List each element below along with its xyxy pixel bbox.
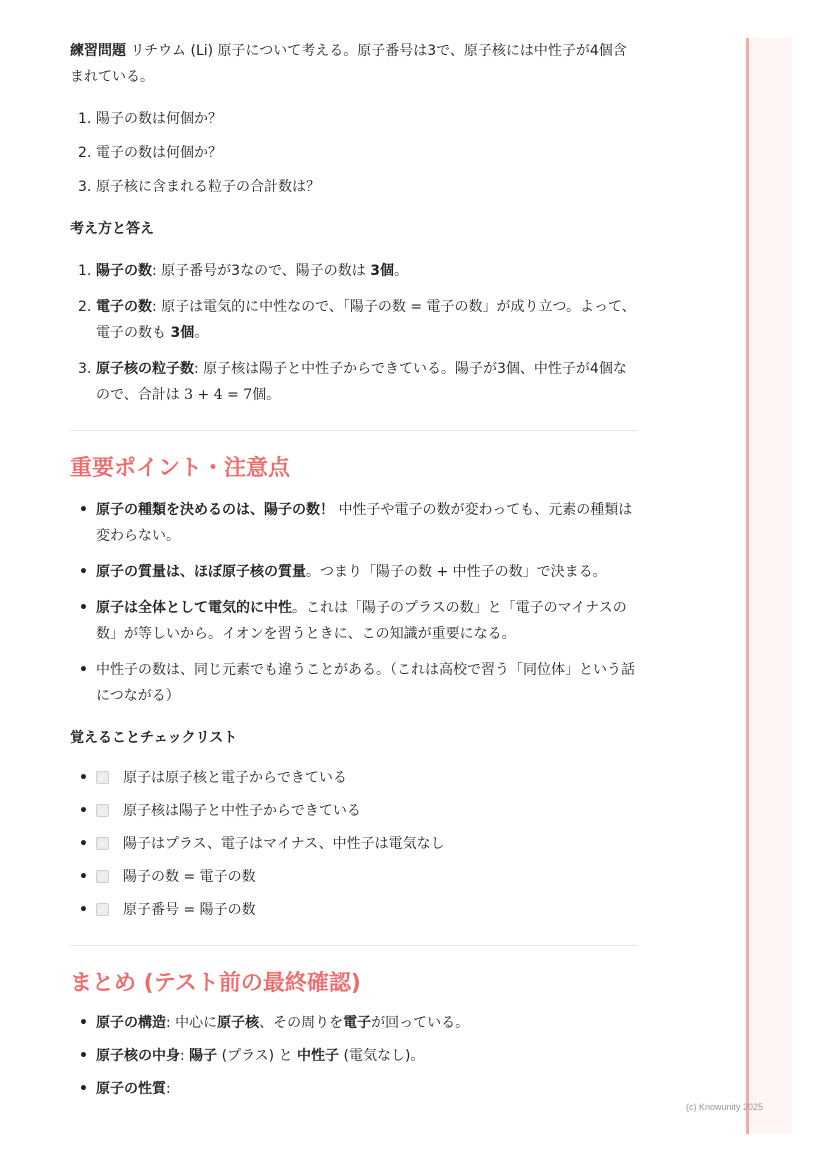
summary-item: [70, 1076, 638, 1102]
answer-list: [70, 258, 638, 408]
question-text: 陽子の数は何個か？: [96, 111, 222, 127]
question-item: 2. 電子の数は何個か？: [78, 145, 222, 161]
exercise-text: リチウム (Li) 原子について考える。原子番号は3で、原子核には中性子が4個含まれている。: [70, 43, 627, 85]
summary-bold: 原子の構造: [96, 1015, 166, 1031]
summary-text: : 中心に: [166, 1015, 218, 1031]
answer-bold: 陽子の数: [96, 263, 152, 279]
important-text: 。これは「陽子のプラスの数」と「電子のマイナスの数」が等しいから。イオンを習うときに、この知識が重要になる。: [96, 600, 627, 642]
checklist-item: [70, 864, 638, 890]
checklist-text: 陽子はプラス、電子はマイナス、中性子は電気なし: [123, 836, 445, 852]
checklist-item: [70, 831, 638, 857]
important-item: [70, 657, 638, 709]
summary-text: :: [166, 1081, 171, 1097]
summary-list: [70, 1010, 638, 1102]
checklist-item: [70, 765, 638, 791]
important-bold: 原子の種類を決めるのは、陽子の数！: [96, 502, 334, 518]
summary-text: が回っている。: [371, 1015, 470, 1031]
important-text: 中性子の数は、同じ元素でも違うことがある。（これは高校で習う「同位体」という話につながる）: [96, 662, 635, 704]
summary-text: :: [180, 1048, 190, 1064]
question-text: 原子核に含まれる粒子の合計数は？: [96, 179, 320, 195]
checklist: [70, 765, 638, 923]
answer-math: 3 + 4 = 7: [184, 387, 253, 403]
important-item: [70, 595, 638, 647]
important-heading: 重要ポイント・注意点: [70, 456, 291, 481]
checkbox-icon[interactable]: [96, 804, 109, 817]
summary-item: [70, 1010, 638, 1036]
summary-bold: 原子核: [217, 1015, 260, 1031]
checkbox-icon[interactable]: [96, 771, 109, 784]
summary-bold: 中性子: [297, 1048, 340, 1064]
important-item: [70, 497, 638, 549]
question-text: 電子の数は何個か？: [96, 145, 222, 161]
answer-heading: 考え方と答え: [70, 221, 154, 237]
checklist-item: [70, 798, 638, 824]
answer-bold: 3個: [170, 325, 195, 341]
checklist-item: [70, 897, 638, 923]
summary-text: (電気なし)。: [339, 1048, 425, 1064]
question-item: 1. 陽子の数は何個か？: [78, 111, 222, 127]
answer-bold: 電子の数: [96, 299, 152, 315]
checklist-text: 原子核は陽子と中性子からできている: [123, 803, 361, 819]
question-list: [70, 106, 638, 200]
summary-bold: 原子核の中身: [96, 1048, 180, 1064]
answer-text: 。: [194, 325, 209, 341]
summary-heading: まとめ (テスト前の最終確認): [70, 971, 361, 996]
margin-line: [746, 38, 749, 1134]
important-bold: 原子は全体として電気的に中性: [96, 600, 292, 616]
answer-item: 2. 電子の数: 原子は電気的に中性なので、「陽子の数 = 電子の数」が成り立つ。よって、電子の数も 3個。: [78, 299, 636, 341]
checkbox-icon[interactable]: [96, 837, 109, 850]
summary-bold: 電子: [343, 1015, 372, 1031]
checklist-text: 原子は原子核と電子からできている: [123, 770, 347, 786]
question-item: 3. 原子核に含まれる粒子の合計数は？: [78, 179, 320, 195]
exercise-paragraph: [70, 38, 638, 90]
answer-item: 1. 陽子の数: 原子番号が3なので、陽子の数は 3個。: [78, 263, 408, 279]
summary-bold: 陽子: [189, 1048, 218, 1064]
answer-bold: 原子核の粒子数: [96, 361, 194, 377]
checklist-heading: 覚えることチェックリスト: [70, 730, 238, 746]
checkbox-icon[interactable]: [96, 903, 109, 916]
important-item: [70, 559, 638, 585]
important-bold: 原子の質量は、ほぼ原子核の質量: [96, 564, 306, 580]
answer-text: 個。: [252, 387, 281, 403]
margin-panel: [746, 38, 792, 1134]
checklist-text: 原子番号 = 陽子の数: [123, 902, 256, 918]
important-text: 中性子や電子の数が変わっても、元素の種類は変わらない。: [96, 502, 633, 544]
answer-text: 。: [394, 263, 408, 279]
answer-item: 3. 原子核の粒子数: 原子核は陽子と中性子からできている。陽子が3個、中性子が4個なので、合計は 3 + 4 = 7個。: [78, 361, 627, 403]
answer-bold: 3個: [370, 263, 394, 279]
summary-bold: 原子の性質: [96, 1081, 166, 1097]
answer-text: : 原子核は陽子と中性子からできている。陽子が3個、中性子が4個なので、合計は: [96, 361, 627, 403]
exercise-label: 練習問題: [70, 43, 126, 59]
answer-text: : 原子番号が3なので、陽子の数は: [152, 263, 371, 279]
document-content: [70, 38, 638, 1102]
important-list: [70, 497, 638, 709]
summary-text: 、その周りを: [259, 1015, 344, 1031]
divider: [70, 430, 638, 431]
important-text: 。つまり「陽子の数 + 中性子の数」で決まる。: [306, 564, 607, 580]
divider: [70, 945, 638, 946]
answer-text: : 原子は電気的に中性なので、「陽子の数 = 電子の数」が成り立つ。よって、電子の数も: [96, 299, 636, 341]
copyright: (c) Knowunity 2025: [686, 1102, 764, 1112]
checklist-text: 陽子の数 = 電子の数: [123, 869, 256, 885]
summary-item: [70, 1043, 638, 1069]
checkbox-icon[interactable]: [96, 870, 109, 883]
summary-text: (プラス) と: [217, 1048, 298, 1064]
